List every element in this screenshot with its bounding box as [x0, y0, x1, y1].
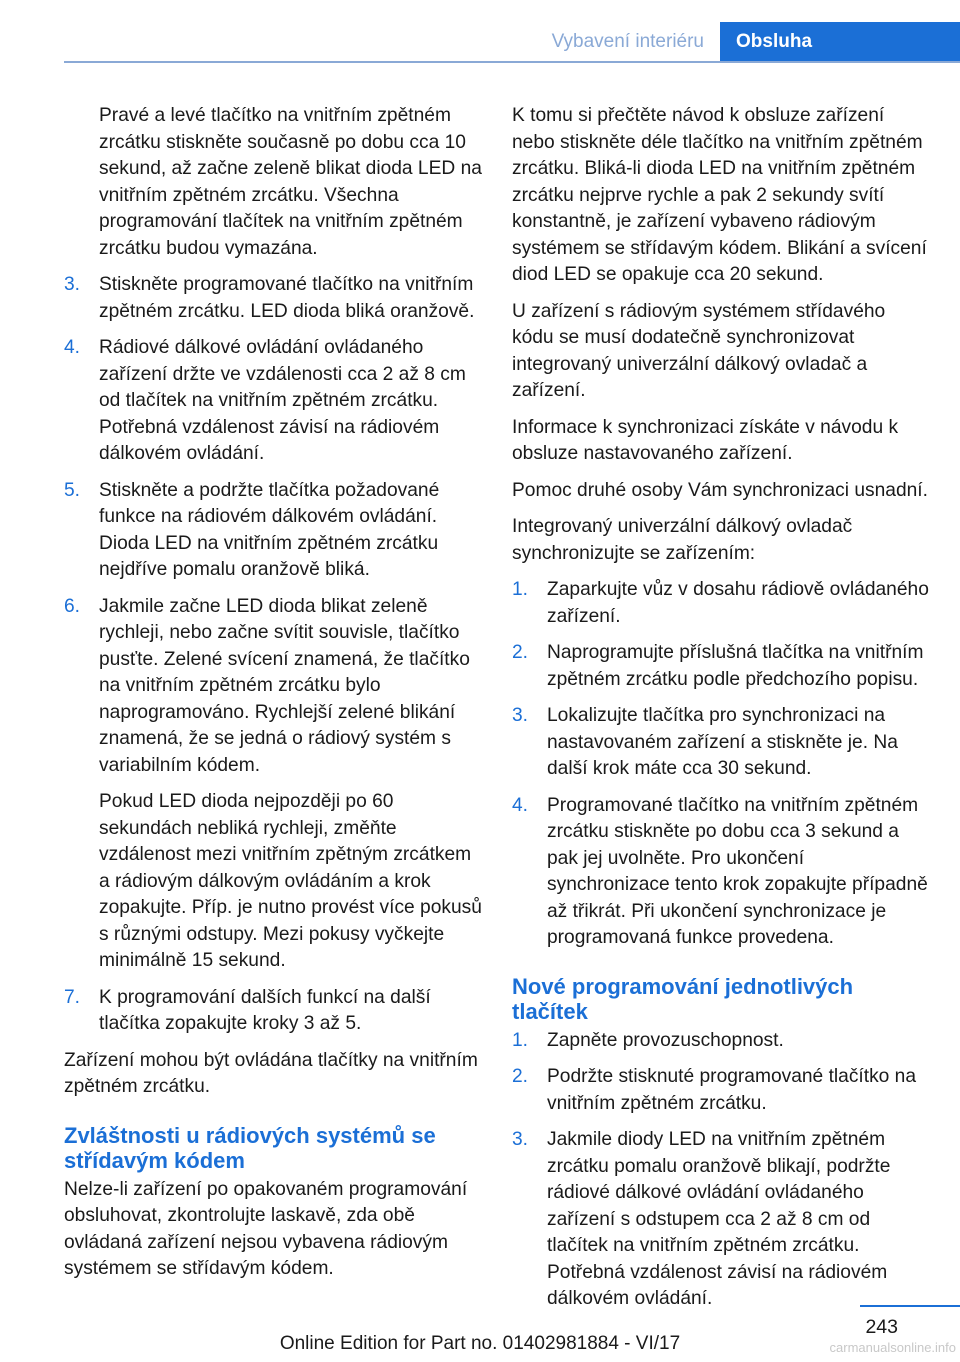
left-column	[64, 103, 482, 1293]
intro-paragraph: Pravé a levé tlačítko na vnitřním zpětném zrcátku stiskněte současně po dobu cca 10 sekund, až začne zeleně blikat dioda LED na vnitřním zpětném zrcátku. Všechna programování tlačítek na vnitřním zpětném zrcátku budou vymazána.	[99, 105, 482, 259]
list-item	[512, 577, 930, 630]
section-tab[interactable]: Vybavení interiéru	[551, 31, 704, 52]
step-text: Stiskněte programované tlačítko na vnitřním zpětném zrcátku. LED dioda bliká oranžově.	[99, 274, 475, 322]
body-paragraph: U zařízení s rádiovým systémem střídavého kódu se musí dodatečně synchronizovat integrovaný univerzální dálkový ovladač a zařízení.	[512, 300, 886, 401]
step-number: 6.	[64, 595, 81, 617]
step-number: 3.	[512, 705, 529, 726]
step-number: 3.	[64, 274, 81, 295]
list-item	[64, 594, 482, 780]
step-text: Rádiové dálkové ovládání ovládaného zařízení držte ve vzdálenosti cca 2 až 8 cm od tlačítek na vnitřním zpětném zrcátku. Potřebná vzdálenost závisí na rádiovém dálkovém ovládání.	[99, 337, 466, 464]
list-item	[64, 335, 482, 468]
closing-paragraph: Zařízení mohou být ovládána tlačítky na vnitřním zpětném zrcátku.	[64, 1049, 478, 1097]
body-paragraph: Informace k synchronizaci získáte v návodu k obsluze nastavovaného zařízení.	[512, 416, 899, 464]
step-text: Programované tlačítko na vnitřním zpětném zrcátku stiskněte po dobu cca 3 sekund a pak jej uvolněte. Pro ukončení synchronizace tento krok zopakujte případně až třikrát. Při ukončení synchronizace je programovaná funkce provedena.	[547, 794, 928, 948]
step-number: 4.	[512, 794, 529, 816]
step-text: Jakmile začne LED dioda blikat zeleně rychleji, nebo začne svítit souvisle, tlačítko pusťte. Zelené svícení znamená, že tlačítko na vnitřním zpětném zrcátku bylo naprogramováno. Rychlejší zelené blikání znamená, že se jedná o rádiový systém s variabilním kódem.	[99, 595, 470, 776]
step-text: Podržte stisknuté programované tlačítko na vnitřním zpětném zrcátku.	[547, 1066, 917, 1114]
list-item	[512, 703, 930, 783]
step-text: Lokalizujte tlačítka pro synchronizaci na nastavovaném zařízení a stiskněte je. Na další krok máte cca 30 sekund.	[547, 705, 898, 779]
list-item	[512, 640, 930, 693]
section-paragraph: Nelze-li zařízení po opakovaném programování obsluhovat, zkontrolujte laskavě, zda obě ovládaná zařízení nejsou vybavena rádiovým systémem se střídavým kódem.	[64, 1178, 468, 1279]
footer-divider	[860, 1305, 960, 1307]
step-number: 7.	[64, 986, 81, 1008]
step-number: 2.	[512, 642, 529, 663]
section-heading: Zvláštnosti u rádiových systémů se střídavým kódem	[64, 1122, 436, 1173]
right-column	[512, 103, 930, 1323]
step-text: K programování dalších funkcí na další tlačítka zopakujte kroky 3 až 5.	[99, 986, 431, 1034]
step-text: Jakmile diody LED na vnitřním zpětném zrcátku pomalu oranžově blikají, podržte rádiové dálkové ovládání ovládaného zařízení s odstupem cca 2 až 8 cm od tlačítek na vnitřním zpětném zrcátku. Potřebná vzdálenost závisí na rádiovém dálkovém ovládání.	[547, 1129, 891, 1309]
step-number: 2.	[512, 1066, 529, 1087]
list-item	[512, 1127, 930, 1313]
body-paragraph: Integrovaný univerzální dálkový ovladač synchronizujte se zařízením:	[512, 516, 853, 564]
list-item	[64, 478, 482, 584]
list-item	[512, 1064, 930, 1117]
step-note: Pokud LED dioda nejpozději po 60 sekundách nebliká rychleji, změňte vzdálenost mezi vnitřním zpětným zrcátkem a rádiovým dálkovým ovládáním a krok zopakujte. Příp. je nutno provést více pokusů s různými odstupy. Mezi pokusy vyčkejte minimálně 15 sekund.	[99, 791, 482, 971]
list-item	[64, 985, 482, 1038]
step-text: Zaparkujte vůz v dosahu rádiově ovládaného zařízení.	[547, 579, 929, 627]
header-tabs	[538, 22, 960, 62]
step-text: Stiskněte a podržte tlačítka požadované funkce na rádiovém dálkovém ovládání. Dioda LED na vnitřním zpětném zrcátku nejdříve pomalu oranžově bliká.	[99, 479, 440, 580]
edition-footer: Online Edition for Part no. 01402981884 - VI/17	[279, 1333, 681, 1354]
step-number: 3.	[512, 1129, 529, 1150]
step-text: Naprogramujte příslušná tlačítka na vnitřním zpětném zrcátku podle předchozího popisu.	[547, 642, 924, 690]
body-paragraph: K tomu si přečtěte návod k obsluze zařízení nebo stiskněte déle tlačítko na vnitřním zpětném zrcátku. Bliká-li dioda LED na vnitřním zpětném zrcátku nejprve rychle a pak 2 sekundy svítí konstantně, je zařízení vybaveno rádiovým systémem se střídavým kódem. Blikání a svícení diod LED se opakuje cca 20 sekund.	[512, 105, 927, 285]
step-text: Zapněte provozuschopnost.	[547, 1029, 784, 1051]
step-number: 1.	[512, 1029, 529, 1051]
page-number: 243	[865, 1316, 898, 1338]
section-heading: Nové programování jednotlivých tlačítek	[512, 973, 854, 1024]
header-divider	[64, 61, 960, 63]
step-number: 1.	[512, 579, 529, 600]
body-paragraph: Pomoc druhé osoby Vám synchronizaci usnadní.	[512, 479, 928, 501]
list-item	[512, 1028, 930, 1055]
list-item	[512, 793, 930, 952]
watermark: carmanualsonline.info	[829, 1340, 956, 1355]
list-item	[64, 272, 482, 325]
chapter-tab[interactable]: Obsluha	[720, 22, 960, 62]
step-number: 5.	[64, 479, 81, 501]
step-number: 4.	[64, 337, 81, 358]
